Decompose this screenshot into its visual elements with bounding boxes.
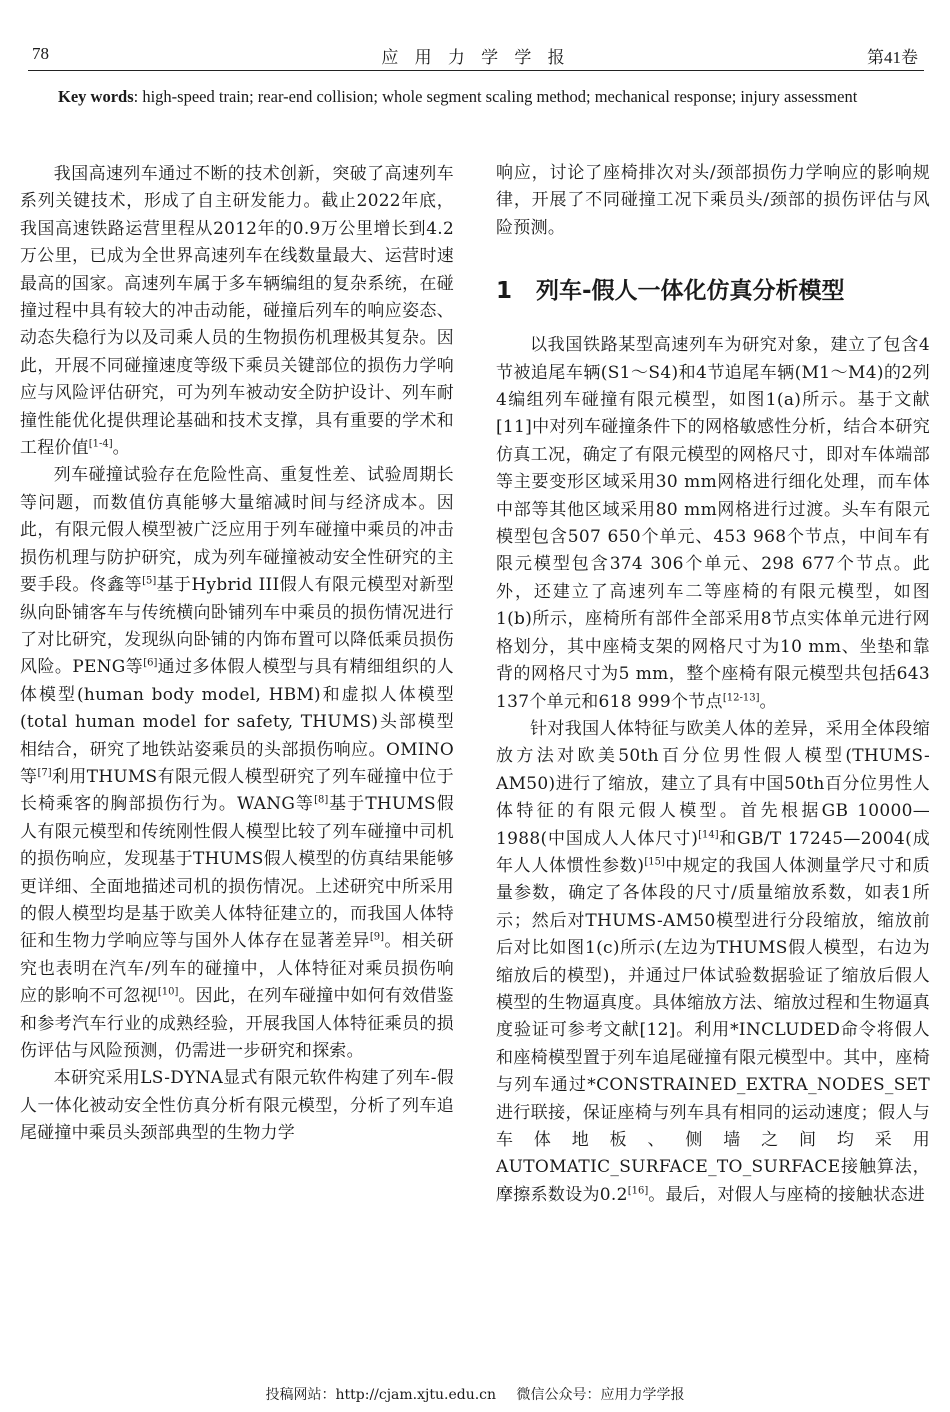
paragraph-text: 和GB/T 17245—2004(成年人人体惯性参数) bbox=[496, 828, 930, 876]
paragraph-text: 以我国铁路某型高速列车为研究对象，建立了包含4节被追尾车辆(S1～S4)和4节追尾车辆(M1～M4)的2列4编组列车碰撞有限元模型，如图1(a)所示。基于文献[11]中对列车碰撞条件下的网格敏感性分析，结合本研究仿真工况，确定了有限元模型的网格尺寸，即对车体端部等主要变形区域采用30 mm网格进行细化处理，而车体中部等其他区域采用80 mm网格进行过渡。头车有限元模型包含507 650个单元、453 968个节点，中间车有限元模型包含374 306个单元、298 677个节点。此外，还建立了高速列车二等座椅的有限元模型，如图1(b)所示，座椅所有部件全部采用8节点实体单元进行网格划分，其中座椅支架的网格尺寸为10 mm、坐垫和靠背的网格尺寸为5 mm，整个座椅有限元模型共包括643 137个单元和618 999个节点 bbox=[496, 335, 930, 712]
paragraph-text: 。相关研究也表明在汽车/列车的碰撞中，人体特征对乘员损伤响应的影响不可忽视 bbox=[20, 930, 455, 1006]
paragraph-text: 基于Hybrid III假人有限元模型对新型纵向卧铺客车与传统横向卧铺列车中乘员的损伤情况进行了对比研究，发现纵向卧铺的内饰布置可以降低乘员损伤风险。 bbox=[20, 574, 454, 677]
paragraph-text: 利用THUMS有限元假人模型研究了列车碰撞中位于长椅乘客的胸部损伤行为。WANG等 bbox=[20, 765, 454, 814]
paragraph-text: 。最后，对假人与座椅的接触状态进 bbox=[648, 1184, 926, 1205]
paragraph-text: 基于THUMS假人有限元模型和传统刚性假人模型比较了列车碰撞中司机的损伤响应，发现基于THUMS假人模型的仿真结果能够更详细、全面地描述司机的损伤情况。上述研究中所采用的假人模型均是基于欧美人体特征建立的，而我国人体特征和生物力学响应等与国外人体存在显著差异 bbox=[20, 793, 455, 951]
citation: [15] bbox=[644, 856, 665, 868]
paragraph-text: 。 bbox=[112, 437, 130, 458]
keywords-colon: : bbox=[133, 87, 143, 106]
keywords-label: Key words bbox=[58, 87, 134, 106]
paragraph-model-2 bbox=[496, 716, 930, 1209]
citation: [16] bbox=[627, 1185, 649, 1197]
citation: [10] bbox=[157, 986, 179, 998]
volume-label: 第41卷 bbox=[867, 48, 918, 67]
citation: [5] bbox=[142, 575, 157, 587]
citation: [6] bbox=[143, 657, 158, 669]
section-heading bbox=[496, 276, 930, 306]
citation: [7] bbox=[37, 767, 52, 779]
citation: [9] bbox=[369, 931, 385, 943]
keywords-block bbox=[58, 82, 908, 112]
footer-wechat: 微信公众号：应用力学学报 bbox=[516, 1387, 685, 1403]
paragraph-text: 。因此，在列车碰撞中如何有效借鉴和参考汽车行业的成熟经验，开展我国人体特征乘员的损伤评估与风险预测，仍需进一步研究和探索。 bbox=[20, 985, 454, 1060]
citation: [8] bbox=[314, 794, 329, 806]
citation: [12-13] bbox=[722, 691, 760, 703]
paragraph-text: 我国高速列车通过不断的技术创新，突破了高速列车系列关键技术，形成了自主研发能力。截止2022年底，我国高速铁路运营里程从2012年的0.9万公里增长到4.2万公里，已成为全世界高速列车在线数量最大、运营时速最高的国家。高速列车属于多车辆编组的复杂系统，在碰撞过程中具有较大的冲击动能，碰撞后列车的响应姿态、动态失稳行为以及司乘人员的生物损伤机理极其复杂。因此，开展不同碰撞速度等级下乘员关键部位的损伤力学响应与风险评估研究，可为列车被动安全防护设计、列车耐撞性能优化提供理论基础和技术支撑，具有重要的学术和工程价值 bbox=[20, 163, 454, 458]
paragraph-model-1 bbox=[496, 332, 930, 716]
footer-website: 投稿网站：http://cjam.xjtu.edu.cn bbox=[265, 1387, 497, 1403]
page-number: 78 bbox=[32, 44, 49, 63]
paragraph-text: 针对我国人体特征与欧美人体的差异，采用全体段缩放方法对欧美50th百分位男性假人模型(THUMS-AM50)进行了缩放，建立了具有中国50th百分位男性人体特征的有限元假人模型。首先根据GB 10000—1988(中国成人人体尺寸) bbox=[496, 718, 930, 849]
citation: [1-4] bbox=[88, 438, 113, 450]
section-number: 1 bbox=[496, 278, 513, 305]
right-column bbox=[496, 160, 930, 1209]
paragraph-intro-2 bbox=[20, 461, 454, 1064]
journal-title: 应 用 力 学 学 报 bbox=[381, 48, 571, 67]
running-header bbox=[28, 38, 924, 71]
paragraph-text: 列车碰撞试验存在危险性高、重复性差、试验周期长等问题，而数值仿真能够大量缩减时间与经济成本。因此，有限元假人模型被广泛应用于列车碰撞中乘员的冲击损伤机理与防护研究，成为列车碰撞被动安全性研究的主要手段。佟鑫等 bbox=[20, 464, 454, 595]
paragraph-text: 。 bbox=[759, 691, 777, 712]
paragraph-text: PENG等 bbox=[72, 656, 144, 677]
paragraph-intro-1 bbox=[20, 160, 454, 461]
keywords-text: high-speed train; rear-end collision; whole segment scaling method; mechanical response; injury assessment bbox=[142, 87, 858, 106]
section-title: 列车-假人一体化仿真分析模型 bbox=[536, 278, 845, 305]
paragraph-text: 通过多体假人模型与具有精细组织的人体模型(human body model, HBM)和虚拟人体模型(total human model for safety, THUMS)头部模型相结合，研究了地铁站姿乘员的头部损伤响应。OMINO等 bbox=[20, 656, 454, 786]
paragraph-text: 本研究采用LS-DYNA显式有限元软件构建了列车-假人一体化被动安全性仿真分析有限元模型，分析了列车追尾碰撞中乘员头颈部典型的生物力学 bbox=[20, 1067, 454, 1143]
paragraph-text: 中规定的我国人体测量学尺寸和质量参数，确定了各体段的尺寸/质量缩放系数，如表1所示；然后对THUMS-AM50模型进行分段缩放，缩放前后对比如图1(c)所示(左边为THUMS假人模型，右边为缩放后的模型)，并通过尸体试验数据验证了缩放后假人模型的生物逼真度。具体缩放方法、缩放过程和生物逼真度验证可参考文献[12]。利用*INCLUDED命令将假人和座椅模型置于列车追尾碰撞有限元模型中。其中，座椅与列车通过*CONSTRAINED_EXTRA_NODES_SET进行联接，保证座椅与列车具有相同的运动速度；假人与车体地板、侧墙之间均采用AUTOMATIC_SURFACE_TO_SURFACE接触算法，摩擦系数设为0.2 bbox=[496, 855, 930, 1205]
paragraph-continuation: 响应，讨论了座椅排次对头/颈部损伤力学响应的影响规律，开展了不同碰撞工况下乘员头/颈部的损伤评估与风险预测。 bbox=[496, 163, 930, 238]
page-footer bbox=[0, 1384, 950, 1404]
paragraph-intro-3 bbox=[20, 1064, 454, 1146]
citation: [14] bbox=[698, 828, 719, 840]
left-column bbox=[20, 160, 454, 1147]
